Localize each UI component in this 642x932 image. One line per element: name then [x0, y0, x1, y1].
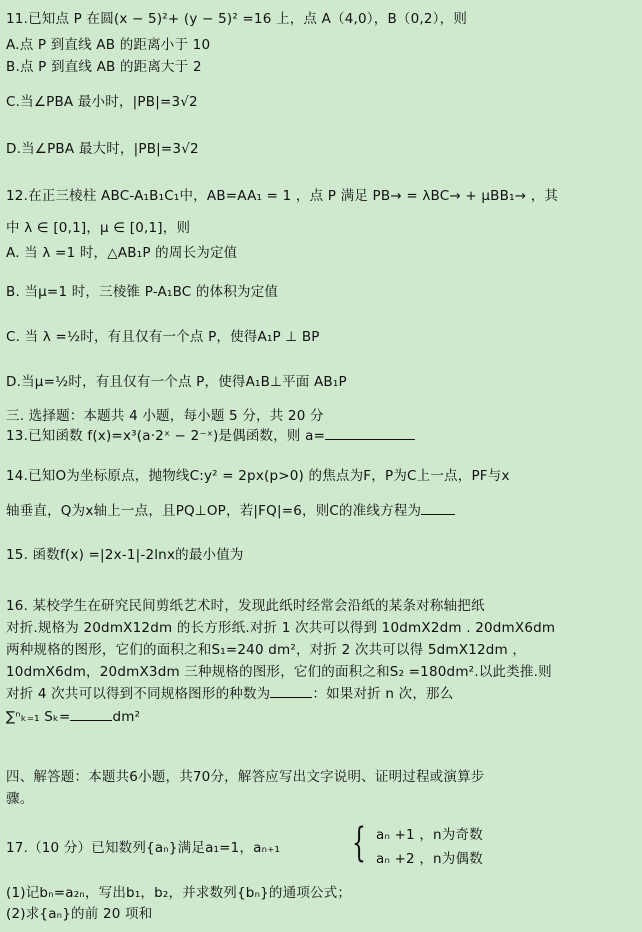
q17-case-odd: aₙ +1 ，n为奇数: [376, 827, 483, 843]
q16-line2: 对折.规格为 20dmX12dm 的长方形纸.对折 1 次共可以得到 10dmX2dm . 20dmX6dm: [6, 620, 556, 636]
piecewise-brace: {: [352, 820, 366, 866]
q13-answer-blank: [325, 427, 415, 440]
q16-line6: [6, 708, 636, 726]
q16-text-a: 对折 4 次共可以得到不同规格图形的种数为: [6, 686, 271, 702]
q17-part2: (2)求{aₙ}的前 20 项和: [6, 906, 153, 922]
q16-line1: 16. 某校学生在研究民间剪纸艺术时，发现此纸时经常会沿纸的某条对称轴把纸: [6, 598, 485, 614]
q17-stem: 17.（10 分）已知数列{aₙ}满足a₁=1，aₙ₊₁: [6, 840, 281, 856]
q12-option-d: D.当μ=½时，有且仅有一个点 P，使得A₁B⊥平面 AB₁P: [6, 374, 347, 390]
q12-option-b: B. 当μ=1 时，三棱锥 P-A₁BC 的体积为定值: [6, 284, 279, 300]
q12-option-c: C. 当 λ =½时，有且仅有一个点 P，使得A₁P ⊥ BP: [6, 329, 320, 345]
q14-answer-blank: [421, 502, 455, 515]
q11-option-a: A.点 P 到直线 AB 的距离小于 10: [6, 37, 211, 53]
q16-answer-blank-1: [270, 685, 312, 698]
q13-line: [6, 427, 636, 445]
section3-heading: 三. 选择题：本题共 4 小题，每小题 5 分，共 20 分: [6, 408, 324, 424]
q16-answer-blank-2: [70, 708, 112, 721]
q15-text: 15. 函数f(x) =|2x-1|-2lnx的最小值为: [6, 547, 244, 563]
q11-option-d: D.当∠PBA 最大时，|PB|=3√2: [6, 141, 199, 157]
q16-sum-expr: ∑ⁿₖ₌₁ Sₖ=: [6, 709, 71, 725]
q16-unit: dm²: [112, 709, 141, 725]
q17-part1: (1)记bₙ=a₂ₙ，写出b₁，b₂，并求数列{bₙ}的通项公式；: [6, 885, 352, 901]
q16-line4: 10dmX6dm，20dmX3dm 三种规格的图形，它们的面积之和S₂ =180dm².以此类推.则: [6, 664, 552, 680]
q13-text: 13.已知函数 f(x)=x³(a·2ˣ − 2⁻ˣ)是偶函数，则 a=: [6, 428, 326, 444]
q16-text-b: ：如果对折 n 次，那么: [312, 686, 454, 702]
q14-text: 轴垂直，Q为x轴上一点，且PQ⊥OP，若|FQ|=6，则C的准线方程为: [6, 503, 422, 519]
q12-stem-line2: 中 λ ∈ [0,1]，μ ∈ [0,1]，则: [6, 220, 191, 236]
q16-line5: [6, 685, 636, 703]
section4-heading-line2: 骤。: [6, 791, 34, 807]
q16-line3: 两种规格的图形，它们的面积之和S₁=240 dm²，对折 2 次共可以得 5dmX12dm ，: [6, 642, 527, 658]
q14-line1: 14.已知O为坐标原点，抛物线C:y² = 2px(p>0) 的焦点为F，P为C上一点，PF与x: [6, 468, 510, 484]
q11-option-b: B.点 P 到直线 AB 的距离大于 2: [6, 59, 202, 75]
q11-option-c: C.当∠PBA 最小时，|PB|=3√2: [6, 94, 198, 110]
q15-line: [6, 546, 636, 564]
q14-line2: [6, 502, 636, 520]
q11-stem: 11.已知点 P 在圆(x − 5)²+ (y − 5)² =16 上，点 A（4,0），B（0,2），则: [6, 11, 468, 27]
q12-option-a: A. 当 λ =1 时，△AB₁P 的周长为定值: [6, 245, 238, 261]
q12-stem-line1: 12.在正三棱柱 ABC-A₁B₁C₁中，AB=AA₁ = 1 ，点 P 满足 PB→ = λBC→ + μBB₁→ ，其: [6, 188, 559, 204]
q17-case-even: aₙ +2 ，n为偶数: [376, 851, 483, 867]
section4-heading-line1: 四、解答题：本题共6小题，共70分，解答应写出文字说明、证明过程或演算步: [6, 769, 485, 785]
